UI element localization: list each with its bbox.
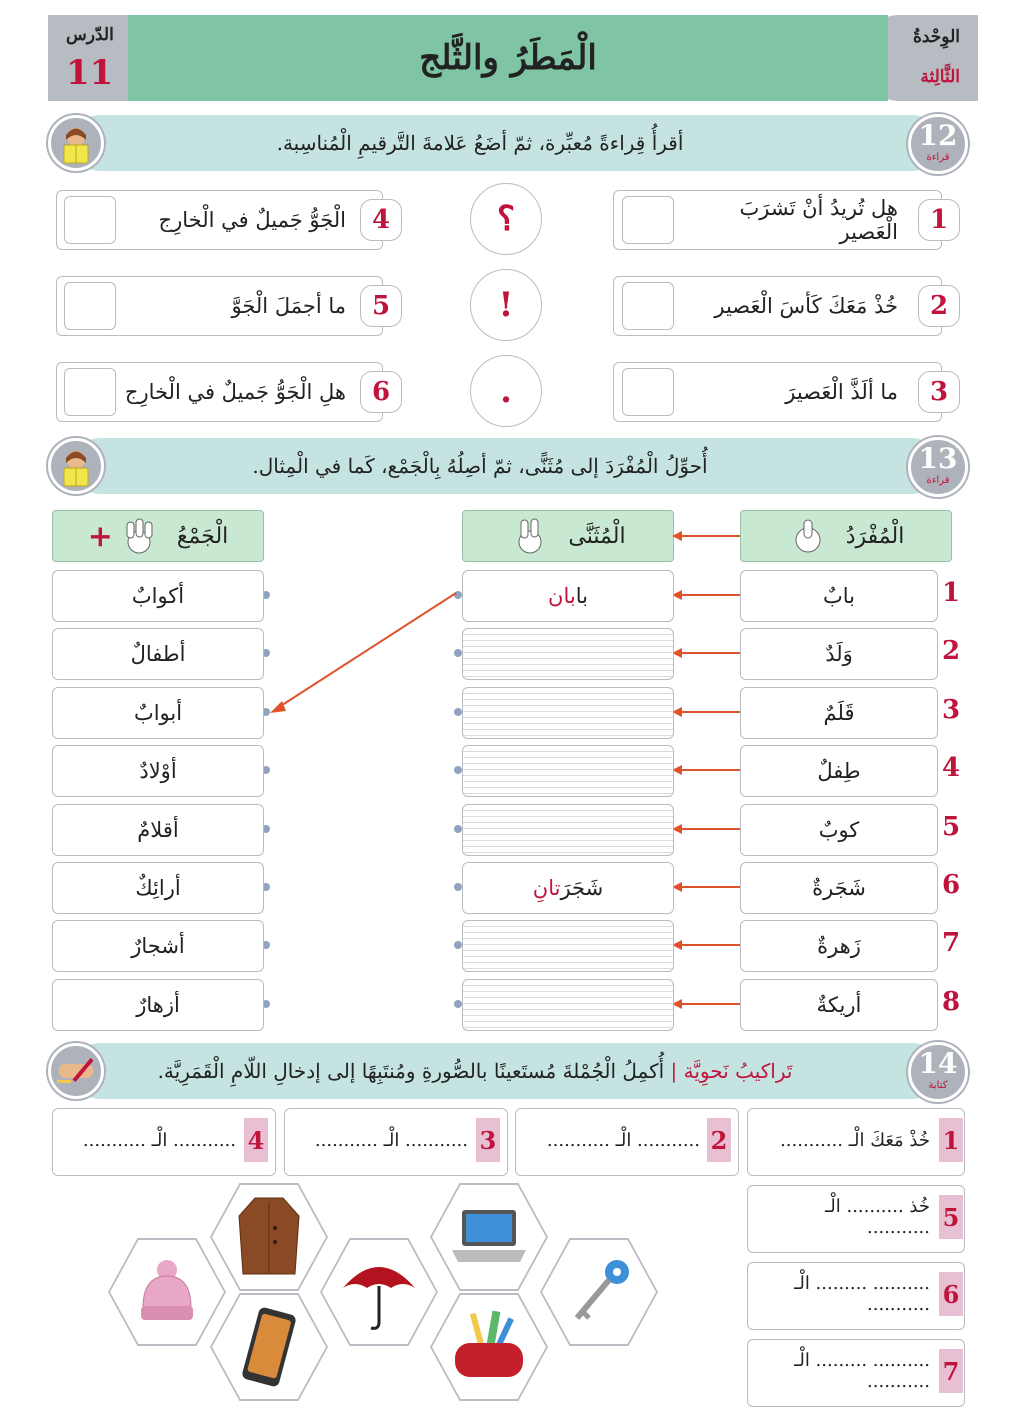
singular-cell: [740, 687, 938, 739]
page-title: الْمَطَرُ والثَّلج: [419, 38, 597, 78]
q14-item-5-number: 5: [939, 1195, 963, 1239]
q14-item-4-number: 4: [244, 1118, 268, 1162]
plural-cell: [52, 862, 264, 914]
dual-cell[interactable]: [462, 862, 674, 914]
period-mark-option[interactable]: .: [470, 355, 542, 427]
plural-word: أكوابٌ: [131, 584, 185, 608]
singular-header: الْمُفْرَدُ: [740, 510, 952, 562]
q14-item-1-number: 1: [939, 1118, 963, 1162]
umbrella-picture: [320, 1238, 438, 1346]
plural-word: أقلامٌ: [137, 818, 179, 842]
singular-word: قَلَمٌ: [823, 701, 855, 725]
arrow-icon: [672, 589, 742, 601]
plural-word: أبوابٌ: [133, 701, 183, 725]
q13-row-number: 2: [941, 636, 961, 666]
q12-item-1-number: 1: [918, 199, 960, 241]
dual-connector-dot[interactable]: [454, 766, 462, 774]
q14-item-5-text[interactable]: خُذ .......... الْـ ...........: [825, 1196, 930, 1238]
two-finger-hand-icon: [510, 518, 550, 554]
plural-word: أرائِكٌ: [135, 876, 181, 900]
dual-cell[interactable]: [462, 687, 674, 739]
singular-cell: [740, 628, 938, 680]
q12-item-5-text: ما أجمَلَ الْجَوَّ: [231, 294, 346, 318]
q13-row-number: 6: [941, 870, 961, 900]
key-picture: [540, 1238, 658, 1346]
plural-word: أطفالٌ: [130, 642, 186, 666]
singular-word: بابٌ: [823, 584, 856, 608]
dual-connector-dot[interactable]: [454, 1000, 462, 1008]
q12-item-4-text: الْجَوُّ جَميلٌ في الْخارِج: [158, 208, 346, 232]
section-14-instruction: [110, 1043, 840, 1099]
q13-row-number: 5: [941, 812, 961, 842]
section-13-number: 13 قراءة: [908, 437, 968, 497]
plural-word: أزهارٌ: [136, 993, 180, 1017]
arrow-icon: [672, 939, 742, 951]
laptop-icon: [444, 1202, 534, 1272]
q12-item-3-answer-box[interactable]: [622, 368, 674, 416]
singular-cell: [740, 862, 938, 914]
dual-connector-dot[interactable]: [454, 941, 462, 949]
reading-girl-icon: [48, 438, 104, 494]
section-14-number: 14 كتابة: [908, 1042, 968, 1102]
q12-item-3-number: 3: [918, 371, 960, 413]
plural-cell: [52, 979, 264, 1031]
singular-cell: [740, 920, 938, 972]
unit-label: الوِحْدةُ: [912, 27, 960, 47]
exclamation-mark-option[interactable]: !: [470, 269, 542, 341]
plural-header: الْجَمْعُ +: [52, 510, 264, 562]
section-14-instruction-text: أُكمِلُ الْجُمْلةَ مُستَعينًا بالصُّورةِ ومُنتَبِهًا إلى إدخالِ اللّامِ الْقَمَرِيَّة.: [157, 1059, 665, 1083]
q12-item-4-answer-box[interactable]: [64, 196, 116, 244]
singular-word: أريكةٌ: [816, 993, 862, 1017]
q13-row-number: 4: [941, 753, 961, 783]
dual-word-suffix: بان: [548, 584, 576, 608]
q12-item-2-number: 2: [918, 285, 960, 327]
dual-cell[interactable]: [462, 745, 674, 797]
dual-cell[interactable]: [462, 920, 674, 972]
q14-item-3-number: 3: [476, 1118, 500, 1162]
q14-item-2-number: 2: [707, 1118, 731, 1162]
section-13-instruction: أُحوِّلُ الْمُفْرَدَ إلى مُثَنًّى، ثمّ أصِلُهُ بِالْجَمْع، كَما في الْمِثال.: [252, 454, 708, 478]
q12-item-1-text: هل تُريدُ أنْ تَشرَبَ الْعَصير: [739, 196, 898, 244]
singular-word: شَجَرةٌ: [812, 876, 866, 900]
lesson-label: الدّرس: [66, 25, 114, 45]
reading-girl-icon: [48, 115, 104, 171]
writing-hand-icon: [48, 1043, 104, 1099]
q13-row-number: 1: [941, 578, 961, 608]
three-finger-hand-icon: [119, 518, 159, 554]
example-connection-arrow: [260, 585, 470, 720]
arrow-icon: [672, 764, 742, 776]
arrow-icon: [672, 998, 742, 1010]
arrow-icon: [672, 881, 742, 893]
q12-item-4-number: 4: [360, 199, 402, 241]
q12-item-5-number: 5: [360, 285, 402, 327]
unit-value: الثَّالِثة: [920, 67, 960, 87]
one-finger-hand-icon: [788, 518, 828, 554]
q12-item-3-text: ما ألَذَّ الْعَصيرَ: [785, 380, 898, 404]
q12-item-6-number: 6: [360, 371, 402, 413]
pencil-case-icon: [445, 1307, 533, 1387]
coat-icon: [229, 1192, 309, 1282]
singular-cell: [740, 745, 938, 797]
plural-word: أشجارٌ: [131, 934, 185, 958]
pencil-case-picture: [430, 1293, 548, 1401]
winter-hat-picture: [108, 1238, 226, 1346]
plural-cell: [52, 745, 264, 797]
plural-cell: [52, 628, 264, 680]
singular-word: زَهرةٌ: [817, 934, 861, 958]
arrow-icon: [672, 647, 742, 659]
smartphone-picture: [210, 1293, 328, 1401]
dual-word-stem: شَجَرَ: [560, 876, 604, 900]
dual-cell[interactable]: [462, 628, 674, 680]
q14-item-6-text[interactable]: .......... ......... الْـ ...........: [794, 1273, 930, 1315]
section-12-instruction: أقرأُ قِراءةً مُعبِّرة، ثمّ أضَعُ عَلامةَ التَّرقيمِ الْمُناسِبة.: [276, 131, 684, 155]
key-icon: [559, 1252, 639, 1332]
dual-connector-dot[interactable]: [454, 825, 462, 833]
dual-word-stem: با: [575, 584, 588, 608]
dual-connector-dot[interactable]: [454, 883, 462, 891]
q14-item-6-number: 6: [939, 1272, 963, 1316]
q12-item-2-answer-box[interactable]: [622, 282, 674, 330]
q14-item-7-number: 7: [939, 1349, 963, 1393]
q13-row-number: 3: [941, 695, 961, 725]
question-mark-option[interactable]: ؟: [470, 183, 542, 255]
arrow-icon: [672, 823, 742, 835]
dual-cell[interactable]: [462, 979, 674, 1031]
umbrella-icon: [337, 1250, 421, 1334]
q14-item-3-text[interactable]: ........... الْـ ...........: [314, 1129, 468, 1151]
section-12-number: 12 قراءة: [908, 114, 968, 174]
q12-item-5-answer-box[interactable]: [64, 282, 116, 330]
plural-word: أوْلادٌ: [139, 759, 177, 783]
plus-icon: +: [87, 518, 113, 554]
q14-item-2-text[interactable]: ........... الْـ ...........: [546, 1129, 700, 1151]
lesson-number: 11: [66, 53, 114, 93]
q12-item-6-text: هلِ الْجَوُّ جَميلٌ في الْخارِج: [124, 380, 346, 404]
smartphone-icon: [234, 1304, 304, 1390]
arrow-icon: [672, 706, 742, 718]
singular-word: كوبٌ: [818, 818, 860, 842]
q12-item-1-answer-box[interactable]: [622, 196, 674, 244]
q12-item-6-answer-box[interactable]: [64, 368, 116, 416]
q14-item-7-text[interactable]: .......... ......... الْـ ...........: [794, 1350, 930, 1392]
arrow-icon: [672, 530, 742, 542]
q13-row-number: 7: [941, 928, 961, 958]
coat-picture: [210, 1183, 328, 1291]
q14-item-4-text[interactable]: ........... الْـ ...........: [82, 1129, 236, 1151]
singular-cell: [740, 979, 938, 1031]
dual-cell[interactable]: [462, 804, 674, 856]
section-14-instruction-topic: تَراكيبُ نَحوِيَّة |: [670, 1059, 793, 1083]
dual-header: الْمُثَنَّى: [462, 510, 674, 562]
singular-word: طِفلٌ: [817, 759, 861, 783]
q14-item-1-text[interactable]: خُذْ مَعَكَ الْـ ...........: [780, 1129, 930, 1151]
plural-cell: [52, 920, 264, 972]
laptop-picture: [430, 1183, 548, 1291]
q13-row-number: 8: [941, 987, 961, 1017]
dual-word-suffix: تانِ: [532, 876, 561, 900]
plural-cell: [52, 804, 264, 856]
plural-cell: [52, 570, 264, 622]
singular-cell: [740, 804, 938, 856]
singular-cell: [740, 570, 938, 622]
winter-hat-icon: [127, 1252, 207, 1332]
plural-cell: [52, 687, 264, 739]
dual-cell[interactable]: [462, 570, 674, 622]
q12-item-2-text: خُذْ مَعَكَ كَأسَ الْعَصير: [714, 294, 898, 318]
singular-word: وَلَدٌ: [825, 642, 853, 666]
